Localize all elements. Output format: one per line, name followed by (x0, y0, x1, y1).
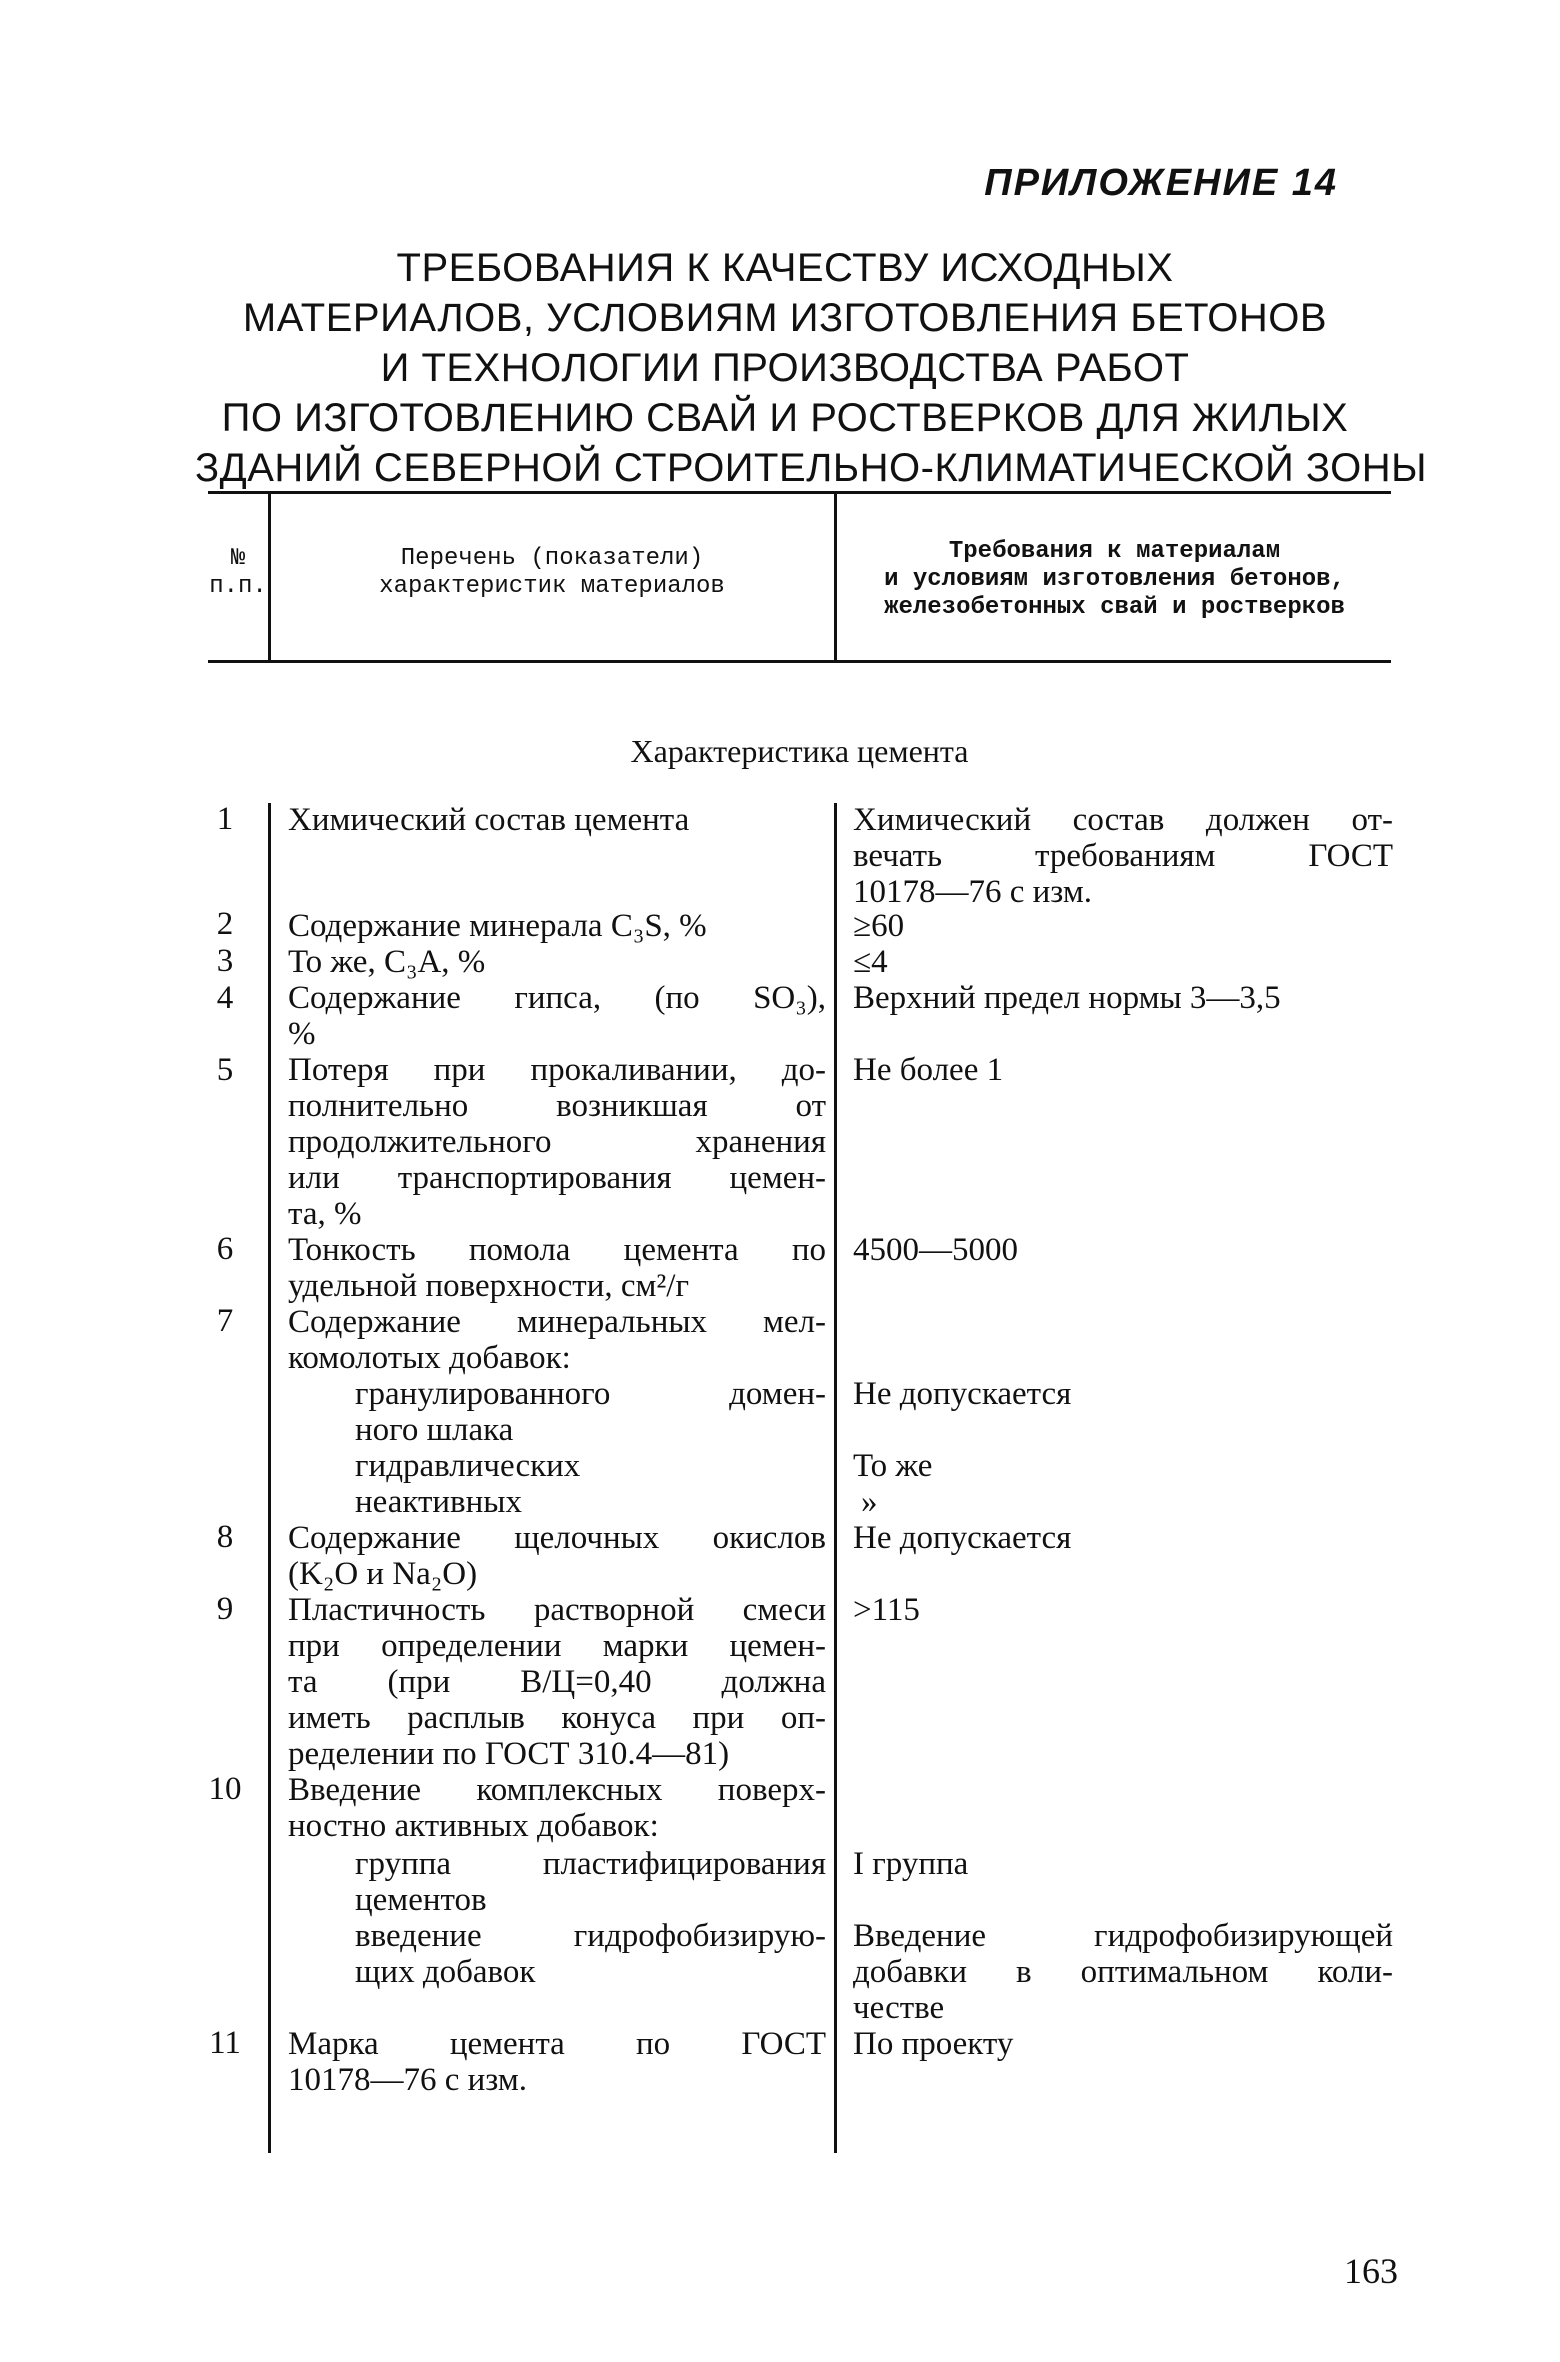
body-divider-1 (268, 803, 271, 2153)
row-number: 1 (216, 801, 234, 837)
row-indicator: Содержание минерала C₃S, % (288, 908, 707, 944)
row-requirement: ≥60 (853, 908, 905, 944)
title-line: ТРЕБОВАНИЯ К КАЧЕСТВУ ИСХОДНЫХ (396, 246, 1174, 290)
row-indicator-sub: гранулированного домен- ного шлака (355, 1376, 826, 1448)
row-number: 2 (216, 906, 234, 942)
row-indicator: То же, C₃A, % (288, 944, 486, 980)
title-line: ЗДАНИЙ СЕВЕРНОЙ СТРОИТЕЛЬНО-КЛИМАТИЧЕСКОЙ ЗОНЫ (195, 446, 1428, 490)
row-requirement: То же » (853, 1448, 933, 1520)
title-line: ПО ИЗГОТОВЛЕНИЮ СВАЙ И РОСТВЕРКОВ ДЛЯ ЖИЛЫХ (221, 396, 1349, 440)
body-divider-2 (834, 803, 837, 2153)
row-indicator: Тонкость помола цемента по удельной поверхности, см²/г (288, 1232, 826, 1304)
row-indicator: Потеря при прокаливании, до- полнительно возникшая от продолжительного хранения или транспортирования цемен- та, % (288, 1052, 826, 1232)
header-indicators: Перечень (показатели) характеристик материалов (379, 545, 725, 600)
row-requirement: По проекту (853, 2026, 1014, 2062)
row-requirement: ≤4 (853, 944, 888, 980)
row-number: 3 (216, 943, 234, 979)
header-divider-2 (834, 493, 837, 661)
row-number: 4 (216, 980, 234, 1016)
title-line: И ТЕХНОЛОГИИ ПРОИЗВОДСТВА РАБОТ (380, 346, 1190, 390)
row-requirement: Не допускается (853, 1376, 1072, 1412)
row-requirement: Химический состав должен от- вечать требованиям ГОСТ 10178—76 с изм. (853, 802, 1393, 910)
row-number: 9 (216, 1591, 234, 1627)
row-indicator: Введение комплексных поверх- ностно активных добавок: (288, 1772, 826, 1844)
document-title (195, 243, 1428, 493)
row-number: 6 (216, 1231, 234, 1267)
row-requirement: Не более 1 (853, 1052, 1004, 1088)
appendix-label: ПРИЛОЖЕНИЕ 14 (984, 162, 1338, 204)
header-requirements: Требования к материалам и условиям изготовления бетонов, железобетонных свай и ростверков (884, 538, 1345, 621)
row-requirement: Верхний предел нормы 3—3,5 (853, 980, 1281, 1016)
row-number: 7 (216, 1303, 234, 1339)
section-title: Характеристика цемента (630, 733, 969, 769)
row-indicator-sub: группа пластифицирования цементов (355, 1846, 826, 1918)
row-indicator: Химический состав цемента (288, 802, 690, 838)
row-requirement: Введение гидрофобизирующей добавки в оптимальном коли- честве (853, 1918, 1393, 2026)
row-number: 10 (208, 1771, 242, 1807)
header-bottom-rule (208, 660, 1391, 663)
row-indicator: Пластичность растворной смеси при определении марки цемен- та (при В/Ц=0,40 должна иметь расплыв конуса при оп- ределении по ГОСТ 310.4—81) (288, 1592, 826, 1772)
row-number: 8 (216, 1519, 234, 1555)
row-indicator: Марка цемента по ГОСТ 10178—76 с изм. (288, 2026, 826, 2098)
row-indicator: Содержание щелочных окислов (K₂O и Na₂O) (288, 1520, 826, 1592)
row-requirement: >115 (853, 1592, 920, 1628)
row-indicator: Содержание минеральных мел- комолотых добавок: (288, 1304, 826, 1376)
row-indicator-sub: введение гидрофобизирую- щих добавок (355, 1918, 826, 1990)
header-divider-1 (268, 493, 271, 661)
row-requirement: Не допускается (853, 1520, 1072, 1556)
row-requirement: I группа (853, 1846, 969, 1882)
row-number: 11 (209, 2025, 241, 2061)
row-requirement: 4500—5000 (853, 1232, 1018, 1268)
header-num: № п.п. (209, 545, 267, 600)
page-number: 163 (1344, 2251, 1398, 2291)
title-line: МАТЕРИАЛОВ, УСЛОВИЯМ ИЗГОТОВЛЕНИЯ БЕТОНОВ (242, 296, 1328, 340)
row-indicator-sub: гидравлических неактивных (355, 1448, 581, 1520)
row-number: 5 (216, 1052, 234, 1088)
table-top-rule (208, 491, 1391, 494)
row-indicator: Содержание гипса, (по SO₃), % (288, 980, 826, 1052)
